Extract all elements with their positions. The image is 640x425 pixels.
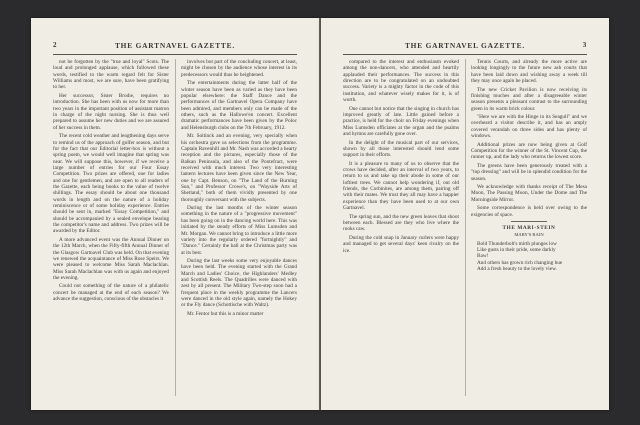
paragraph: Additional prizes are now being given at Golf Competition for the winner of the St. Vincent Cup, the runner up, and the lady who returns the lowest score. <box>471 141 587 161</box>
section-divider <box>511 221 547 222</box>
running-head <box>53 41 297 53</box>
column-rule <box>465 59 466 396</box>
column-left <box>53 59 169 396</box>
column-right <box>181 59 297 396</box>
column-right <box>471 59 587 396</box>
paragraph: During the last months of the winter season something in the nature of a "progressive movement" has been going on in the dancing world here. This was initiated by the steady efforts of Miss Lumsden and Mr. Morgan. We cannot bring to introduce a little more variety into the regularly ordered "fortnightly" and "Dance." Certainly the ball at the Christmas party was at its best. <box>181 205 297 256</box>
paragraph: In the delight of the musical part of our services, shown by all those interested should lend some support in their efforts. <box>343 139 459 159</box>
paragraph: The spring sun, and the new green leaves that shoot between each. Blessed are they who live where the rooks caw. <box>343 213 459 233</box>
paragraph: Could not something of the nature of a philatelic concert be managed at the end of each season? We advance the suggestion, conscious of the obstacles it <box>53 283 169 303</box>
running-head-title: THE GARTNAVEL GAZETTE. <box>404 41 526 50</box>
running-head-title: THE GARTNAVEL GAZETTE. <box>114 41 236 50</box>
column-left <box>343 59 459 396</box>
paragraph: The new Cricket Pavilion is now receiving its finishing touches and after a disagreeable winter season presents a pleasant contrast to the surrounding green in its warm brick colour. <box>471 86 587 112</box>
paragraph: involves but part of the concluding concert, at least, might be chosen by the audience whose interest in its predecessors would thus be heightened. <box>181 59 297 78</box>
header-rule <box>53 54 297 55</box>
paragraph: compared to the interest and enthusiasm evoked among the non-dancers, who attended and heartily applauded their performances. The success in this direction are to be congratulated on an undoubted success. Variety is a mighty factor in the code of this institution, and whatever wisely makes for it, is of worth. <box>343 59 459 104</box>
paragraph: During the cold snap in January curlers were happy and managed to get several days' keen rivalry on the ice. <box>343 234 459 254</box>
header-rule <box>343 54 587 55</box>
poem-line: Like gusts in their pride, some darkly <box>477 247 556 254</box>
paragraph: We acknowledge with thanks receipt of The Mesa Moon, The Passing Moon, Under the Dome and The Morningside Mirror. <box>471 184 587 203</box>
poem-line: Bold Thunderbolt's mirth plunges low <box>477 240 557 247</box>
right-page <box>321 18 609 410</box>
paragraph: The greens have been generously treated with a "top dressing" and will be in splendid condition for the season. <box>471 162 587 182</box>
paragraph: The entertainments during the latter half of the winter season have been as varied as they have been popular elsewhere: the Staff Dance and the performances of the Gartnavel Opera Company have been admired, and members only can be made of the others, such as the Hallowe'en concert. Excellent dramatic performances have been given by the Poloc and Helensburgh clubs on the 7th February, 1912. <box>181 80 297 131</box>
running-head <box>343 41 587 53</box>
paragraph: Some correspondence is held over owing to the exigencies of space. <box>471 205 587 218</box>
poem-line: Add a fresh beauty to the lovely view. <box>477 266 557 273</box>
page-number: 2 <box>53 41 58 49</box>
paragraph: not be forgotten by the "true and loyal" Scots. The loud and prolonged applause, which followed these words, testified to the warm regard felt for Sister Williams and most, we are sure, have been gratifying to her. <box>53 59 169 91</box>
paragraph: The recent cold weather and lengthening days serve to remind us of the approach of golfer season, and but for the fact that our Editorial letter-box is without a spring poem, we would well imagine that spring was near. We will suppose this, however, if we receive a large number of entries for our Four Essay Competition. Two prizes are offered, one for ladies and one for gentlemen, and are open to all readers of the Gazette, each being books to the value of twelve shillings. The essay should be about one thousand words in length and on the nature of a holiday reminiscence or of some holiday experience. Entries should be sent in, marked "Essay Competition," and should be accompanied by a sealed envelope bearing the competitor's name and address. Two prizes will be awarded by the Editor. <box>53 133 169 235</box>
paragraph: Her successor, Sister Brodie, requires no introduction. She has been with us now for more than two years in the important position of assistant matron in charge of the night nursing. She is thus well prepared to assume her new duties and we are assured of her success in them. <box>53 92 169 131</box>
paragraph: Mr. Soltinck and an evening, very specially when his orchestra gave us selections from the programme. Captain Ravenhill and Mr. Nash was accorded a hearty reception and the pictures, especially those of the Balkan Peninsula, and also of the Pontefract, were received with much interest. Two very interesting lantern lectures have been given since the New Year, one by Capt. Benson, on "The Land of the Burning Sun," and Professor Crowe's, on "Wayside Arts of Shetland," both of them vividly presented by one thoroughly conversant with the subjects. <box>181 133 297 203</box>
paragraph: Tennis Courts, and already the more active are looking longingly to the future new ash courts that have been laid down and wishing away a week till they may once again be placed. <box>471 59 587 85</box>
poem-subtitle: MARY'S RAIN <box>514 232 544 238</box>
left-page <box>31 18 319 410</box>
paragraph: Mr. Fentor but this is a minor matter <box>187 311 264 317</box>
paragraph: One cannot but notice that the singing in church has improved greatly of late. Little gained before a practice, is held for the choir on Friday evenings when Miss Lumsden officiates at the organ and the psalms and hymns are carefully gone over. <box>343 105 459 137</box>
column-rule <box>175 59 176 396</box>
poem-line: Baw! <box>477 253 489 260</box>
paragraph: It is a pleasure to many of us to observe that the crows have decided, after an interval of two years, to return to us and take up their abode in some of our loftiest trees. We cannot help wondering if, out old friends, the Corbinites, are among them, pairing off with their mates. We trust they all may have a happier experience than they have been used to at our own Gartnavel. <box>343 160 459 212</box>
paragraph: A more advanced event was the Annual Dinner on the 12th March, when the Fifty-fifth Annual Dinner of the Glasgow Gartnavel Club was held. On that evening we renewed the acquaintance of Miss Rose Speirs. We were pleased to welcome Miss Sarah Maclachlan. Miss Sarah Maclachlan was with us again and enjoyed the evening. <box>53 236 169 281</box>
page-number: 3 <box>582 41 587 49</box>
paragraph: "Here we are with the Hinge in its Seagull" and we overheard a visitor describe it, and has an amply covered verandah on three sides and has plenty of windows. <box>471 114 587 140</box>
text-columns <box>53 59 297 396</box>
text-columns <box>343 59 587 396</box>
paragraph: During the last weeks some very enjoyable dances have been held. The evening started with the Grand March and Ladies' Choice, the Highlanders' Medley and Scottish Reels. The Quadrilles were danced with zest by all present. The Military Two-step soon had a frequent place in the weekly programme the Lancers were danced in the old style again, namely the Hokey or the Fly dance (Schottische with Waltz). <box>181 258 297 309</box>
poem-line: And others has grown rich changing hue <box>477 259 563 266</box>
poem-title: THE MARI-STEIN <box>502 225 556 232</box>
